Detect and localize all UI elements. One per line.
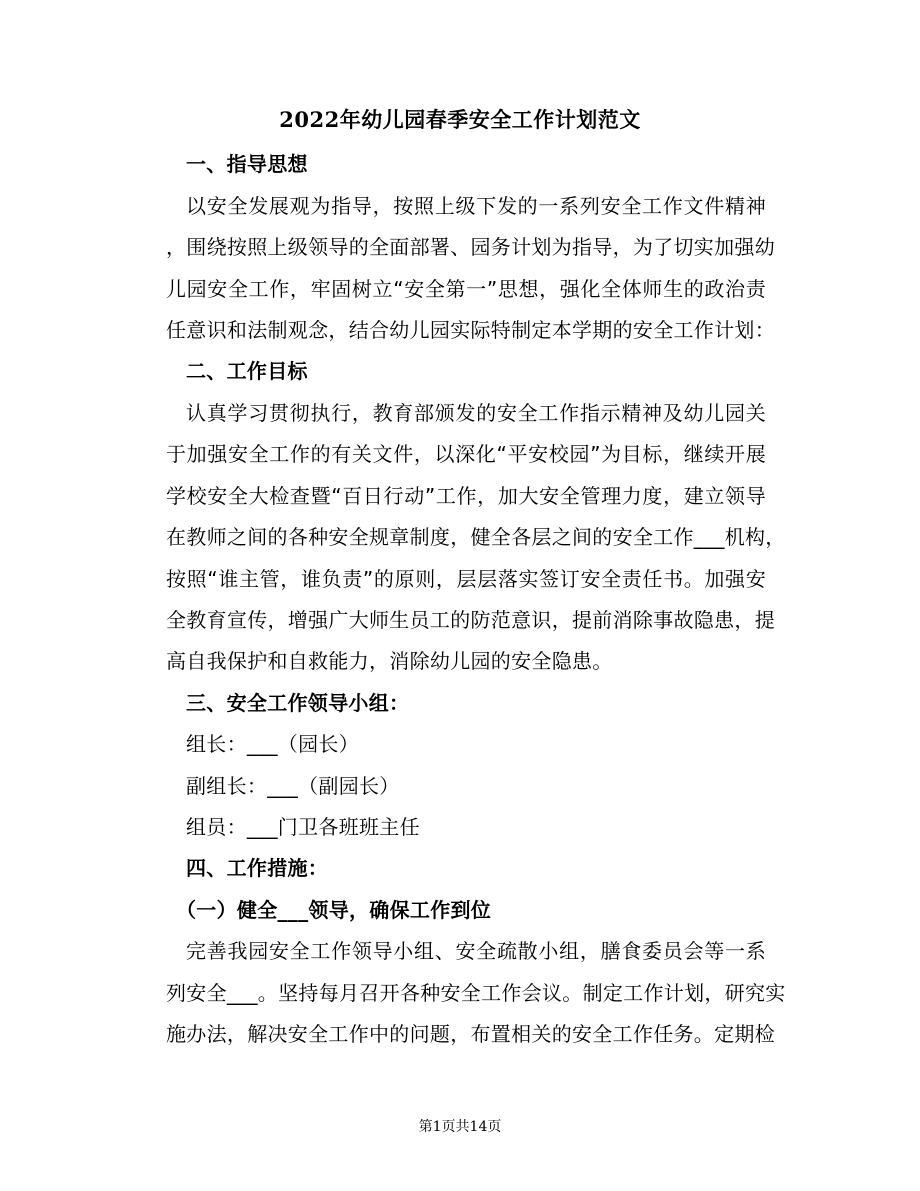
- paragraph-line: 任意识和法制观念，结合幼儿园实际特制定本学期的安全工作计划：: [166, 318, 775, 342]
- group-leader-line: 组长：___（园长）: [186, 732, 359, 756]
- section-heading: 四、工作措施：: [186, 856, 329, 880]
- paragraph-line: 施办法，解决安全工作中的问题，布置相关的安全工作任务。定期检: [166, 1022, 775, 1046]
- paragraph-line: 按照“谁主管，谁负责”的原则，层层落实签订安全责任书。加强安: [166, 567, 766, 591]
- deputy-leader-line: 副组长：___（副园长）: [186, 774, 400, 798]
- paragraph-line: 列安全___。坚持每月召开各种安全工作会议。制定工作计划，研究实: [166, 981, 786, 1005]
- section-heading: 二、工作目标: [186, 359, 308, 383]
- subsection-heading: （一）健全___领导，确保工作到位: [176, 898, 492, 922]
- document-title: 2022年幼儿园春季安全工作计划范文: [279, 107, 641, 132]
- members-line: 组员：___门卫各班班主任: [186, 815, 420, 839]
- section-heading: 三、安全工作领导小组：: [186, 691, 410, 715]
- section-heading: 一、指导思想: [186, 152, 308, 176]
- paragraph-line: 高自我保护和自救能力，消除幼儿园的安全隐患。: [166, 649, 613, 673]
- paragraph-line: ，围绕按照上级领导的全面部署、园务计划为指导，为了切实加强幼: [166, 235, 775, 259]
- paragraph-line: 学校安全大检查暨“百日行动”工作，加大安全管理力度，建立领导: [166, 484, 766, 508]
- paragraph-line: 于加强安全工作的有关文件，以深化“平安校园”为目标，继续开展: [166, 442, 766, 466]
- paragraph-line: 儿园安全工作，牢固树立“安全第一”思想，强化全体师生的政治责: [166, 277, 766, 301]
- paragraph-line: 完善我园安全工作领导小组、安全疏散小组，膳食委员会等一系: [186, 939, 766, 963]
- paragraph-line: 在教师之间的各种安全规章制度，健全各层之间的安全工作___机构，: [166, 525, 786, 549]
- page-number-footer: 第1页共14页: [418, 1119, 502, 1135]
- paragraph-line: 认真学习贯彻执行，教育部颁发的安全工作指示精神及幼儿园关: [186, 401, 766, 425]
- paragraph-line: 以安全发展观为指导，按照上级下发的一系列安全工作文件精神: [186, 194, 766, 218]
- paragraph-line: 全教育宣传，增强广大师生员工的防范意识，提前消除事故隐患，提: [166, 608, 775, 632]
